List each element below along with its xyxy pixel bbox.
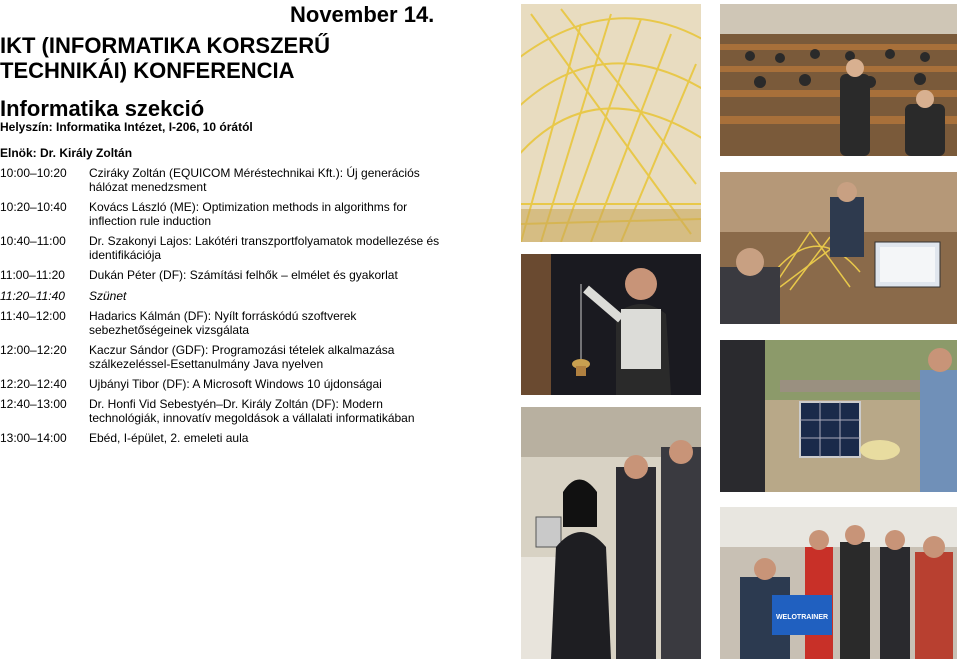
schedule-time: 11:40–12:00 [0,309,66,323]
schedule-desc: Dukán Péter (DF): Számítási felhők – elmélet és gyakorlat [89,268,398,282]
photo-robot-demo [720,507,957,659]
photo-lecture-hall [720,4,957,156]
photo-pendulum-demo [521,254,701,395]
section-title: Informatika szekció [0,96,205,121]
schedule-time: 12:40–13:00 [0,397,67,411]
schedule-time: 11:00–11:20 [0,268,65,282]
photo-presenter-model [720,172,957,324]
schedule-desc: Ebéd, I-épület, 2. emeleti aula [89,431,249,445]
photo-spaghetti-structure [521,4,701,242]
conference-title-line2: TECHNIKÁI) KONFERENCIA [0,58,295,83]
schedule-desc: Kaczur Sándor (GDF): Programozási tételek alkalmazása szálkezeléssel-Esettanulmány Java nyelven [89,343,395,371]
photo-lab-students [521,407,701,659]
photo-solar-panel-lab [720,340,957,492]
schedule-desc: Dr. Honfi Vid Sebestyén–Dr. Király Zoltán (DF): Modern technológiák, innovatív megoldások a vállalati informatikában [89,397,415,425]
schedule-time: 13:00–14:00 [0,431,67,445]
schedule-desc: Kovács László (ME): Optimization methods in algorithms for inflection rule induction [89,200,408,228]
event-date: November 14. [290,2,435,27]
schedule-desc: Ujbányi Tibor (DF): A Microsoft Windows 10 újdonságai [89,377,382,391]
schedule-time: 10:40–11:00 [0,234,66,248]
venue-text: Helyszín: Informatika Intézet, I-206, 10 órától [0,120,253,134]
schedule-desc: Hadarics Kálmán (DF): Nyílt forráskódú szoftverek sebezhetőségeinek vizsgálata [89,309,357,337]
schedule-time: 11:20–11:40 [0,289,65,303]
schedule-time: 12:20–12:40 [0,377,67,391]
conference-title [0,33,330,83]
conference-title-line1: IKT (INFORMATIKA KORSZERŰ [0,33,330,58]
schedule-desc: Dr. Szakonyi Lajos: Lakótéri transzportfolyamatok modellezése és identifikációja [89,234,440,262]
schedule-desc: Szünet [89,289,127,303]
schedule-desc: Cziráky Zoltán (EQUICOM Méréstechnikai Kft.): Új generációs hálózat menedzsment [89,166,420,194]
schedule-time: 10:20–10:40 [0,200,67,214]
robot-box-label: WELOTRAINER [775,614,829,621]
schedule-time: 10:00–10:20 [0,166,67,180]
chair-text: Elnök: Dr. Király Zoltán [0,146,133,160]
schedule-time: 12:00–12:20 [0,343,67,357]
